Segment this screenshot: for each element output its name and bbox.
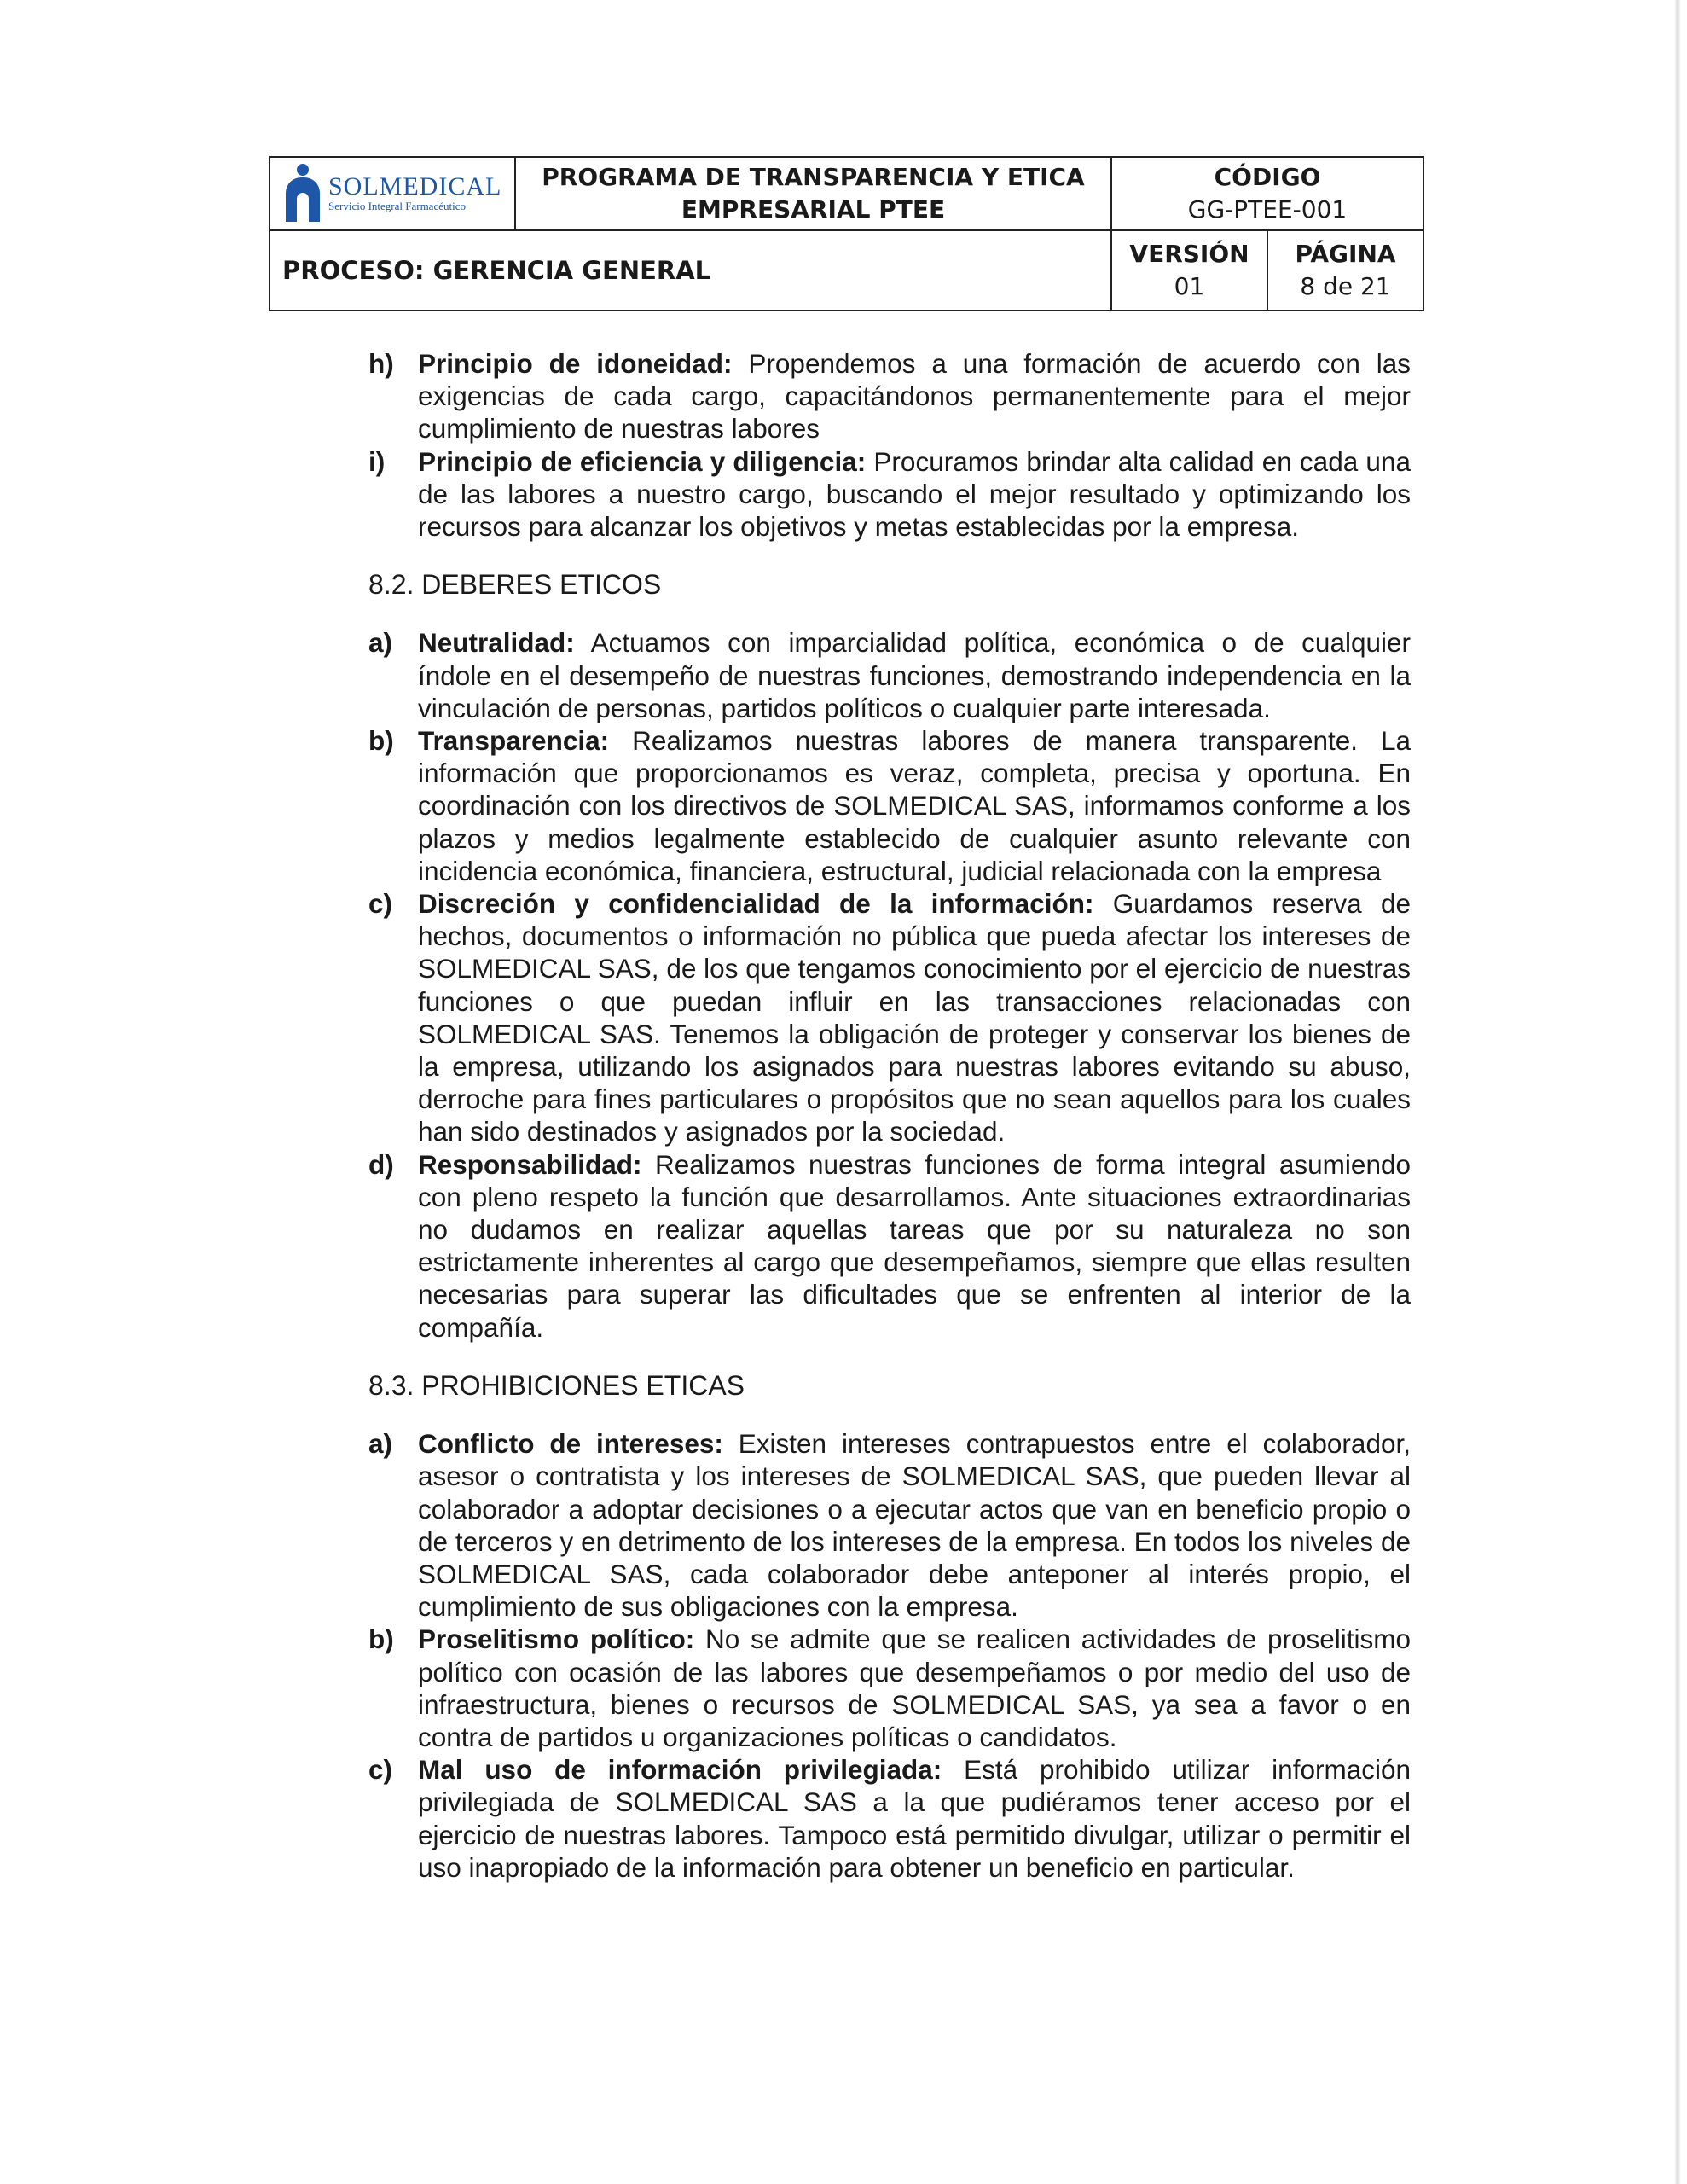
version-value: 01: [1174, 272, 1205, 300]
list-item: [368, 1148, 1411, 1344]
document-title: [516, 158, 1112, 231]
list-item: [368, 1753, 1411, 1884]
section-title-deberes: 8.2. DEBERES ETICOS: [368, 569, 662, 601]
title-line-2: EMPRESARIAL PTEE: [681, 195, 946, 224]
list-item: [368, 887, 1411, 1148]
logo-name: SOLMEDICAL: [328, 172, 502, 200]
item-marker: a): [368, 627, 393, 659]
item-term: Proselitismo político:: [418, 1623, 695, 1655]
logo-tagline: Servicio Integral Farmacéutico: [328, 200, 466, 212]
item-term: Neutralidad:: [418, 627, 575, 659]
item-marker: c): [368, 888, 393, 920]
item-marker: d): [368, 1148, 394, 1180]
code-cell: [1112, 158, 1423, 231]
item-text: Está prohibido utilizar información privilegiada de SOLMEDICAL SAS a la que pudiéramos tener acceso por el ejercicio de nuestras labores. Tampoco está permitido divulgar, utilizar o permitir el uso inapropiado de la información para obtener un beneficio en particular.: [418, 1754, 1411, 1883]
document-body: [368, 347, 1411, 1884]
list-item: [368, 1427, 1411, 1623]
item-term: Transparencia:: [418, 725, 610, 757]
item-text: Actuamos con imparcialidad política, económica o de cualquier índole en el desempeño de nuestras funciones, demostrando independencia en la vinculación de personas, partidos políticos o cualquier parte interesada.: [418, 627, 1411, 723]
item-term: Responsabilidad:: [418, 1148, 642, 1180]
page-label: PÁGINA: [1295, 240, 1396, 268]
item-term: Mal uso de información privilegiada:: [418, 1754, 942, 1786]
item-term: Conflicto de intereses:: [418, 1428, 723, 1460]
list-item: [368, 347, 1411, 445]
list-item: [368, 1623, 1411, 1753]
item-marker: a): [368, 1428, 393, 1460]
item-marker: c): [368, 1754, 393, 1786]
item-text: Propendemos a una formación de acuerdo con las exigencias de cada cargo, capacitándonos permanentemente para el mejor cumplimiento de nuestras labores: [418, 348, 1411, 444]
code-value: GG-PTEE-001: [1187, 195, 1348, 224]
item-text: Existen intereses contrapuestos entre el colaborador, asesor o contratista y los intereses de SOLMEDICAL SAS, que pueden llevar al colaborador a adoptar decisiones o a ejecutar actos que van en beneficio propio o de terceros y en detrimento de los intereses de la empresa. En todos los niveles de SOLMEDICAL SAS, cada colaborador debe anteponer al interés propio, el cumplimiento de sus obligaciones con la empresa.: [418, 1428, 1411, 1623]
code-label: CÓDIGO: [1214, 163, 1321, 191]
page-value: 8 de 21: [1300, 272, 1391, 300]
version-label: VERSIÓN: [1129, 240, 1249, 268]
item-marker: i): [368, 445, 386, 477]
item-text: No se admite que se realicen actividades de proselitismo político con ocasión de las labores que desempeñamos o por medio del uso de infraestructura, bienes o recursos de SOLMEDICAL SAS, ya sea a favor o en contra de partidos u organizaciones políticas o candidatos.: [418, 1623, 1411, 1752]
list-item: [368, 445, 1411, 543]
item-marker: b): [368, 1623, 394, 1655]
list-item: [368, 724, 1411, 887]
document-header: [269, 156, 1424, 311]
item-term: Discreción y confidencialidad de la información:: [418, 888, 1094, 920]
page-cell: [1268, 231, 1423, 310]
item-marker: b): [368, 725, 394, 757]
list-item: [368, 626, 1411, 724]
item-term: Principio de idoneidad:: [418, 348, 733, 379]
scan-edge: [1675, 0, 1680, 2184]
title-line-1: PROGRAMA DE TRANSPARENCIA Y ETICA: [542, 163, 1085, 191]
item-text: Realizamos nuestras funciones de forma integral asumiendo con pleno respeto la función que desarrollamos. Ante situaciones extraordinarias no dudamos en realizar aquellas tareas que por su naturaleza no son estrictamente inherentes al cargo que desempeñamos, siempre que ellas resulten necesarias para superar las dificultades que se enfrenten al interior de la compañía.: [418, 1148, 1411, 1343]
item-marker: h): [368, 348, 394, 379]
version-cell: [1112, 231, 1268, 310]
item-text: Procuramos brindar alta calidad en cada una de las labores a nuestro cargo, buscando el mejor resultado y optimizando los recursos para alcanzar los objetivos y metas establecidas por la empresa.: [418, 445, 1411, 543]
section-title-prohibiciones: 8.3. PROHIBICIONES ETICAS: [368, 1369, 745, 1401]
process-label: PROCESO: GERENCIA GENERAL: [270, 231, 1112, 310]
logo-figure-icon: [282, 164, 323, 224]
item-text: Realizamos nuestras labores de manera transparente. La información que proporcionamos es veraz, completa, precisa y oportuna. En coordinación con los directivos de SOLMEDICAL SAS, informamos conforme a los plazos y medios legalmente establecido de cualquier asunto relevante con incidencia económica, financiera, estructural, judicial relacionada con la empresa: [418, 725, 1411, 886]
logo-cell: [270, 158, 516, 231]
item-term: Principio de eficiencia y diligencia:: [418, 445, 867, 477]
company-logo: [282, 164, 501, 224]
item-text: Guardamos reserva de hechos, documentos o información no pública que pueda afectar los intereses de SOLMEDICAL SAS, de los que tengamos conocimiento por el ejercicio de nuestras funciones o que puedan influir en las transacciones relacionadas con SOLMEDICAL SAS. Tenemos la obligación de proteger y conservar los bienes de la empresa, utilizando los asignados para nuestras labores evitando su abuso, derroche para fines particulares o propósitos que no sean aquellos para los cuales han sido destinados y asignados por la sociedad.: [418, 888, 1411, 1147]
